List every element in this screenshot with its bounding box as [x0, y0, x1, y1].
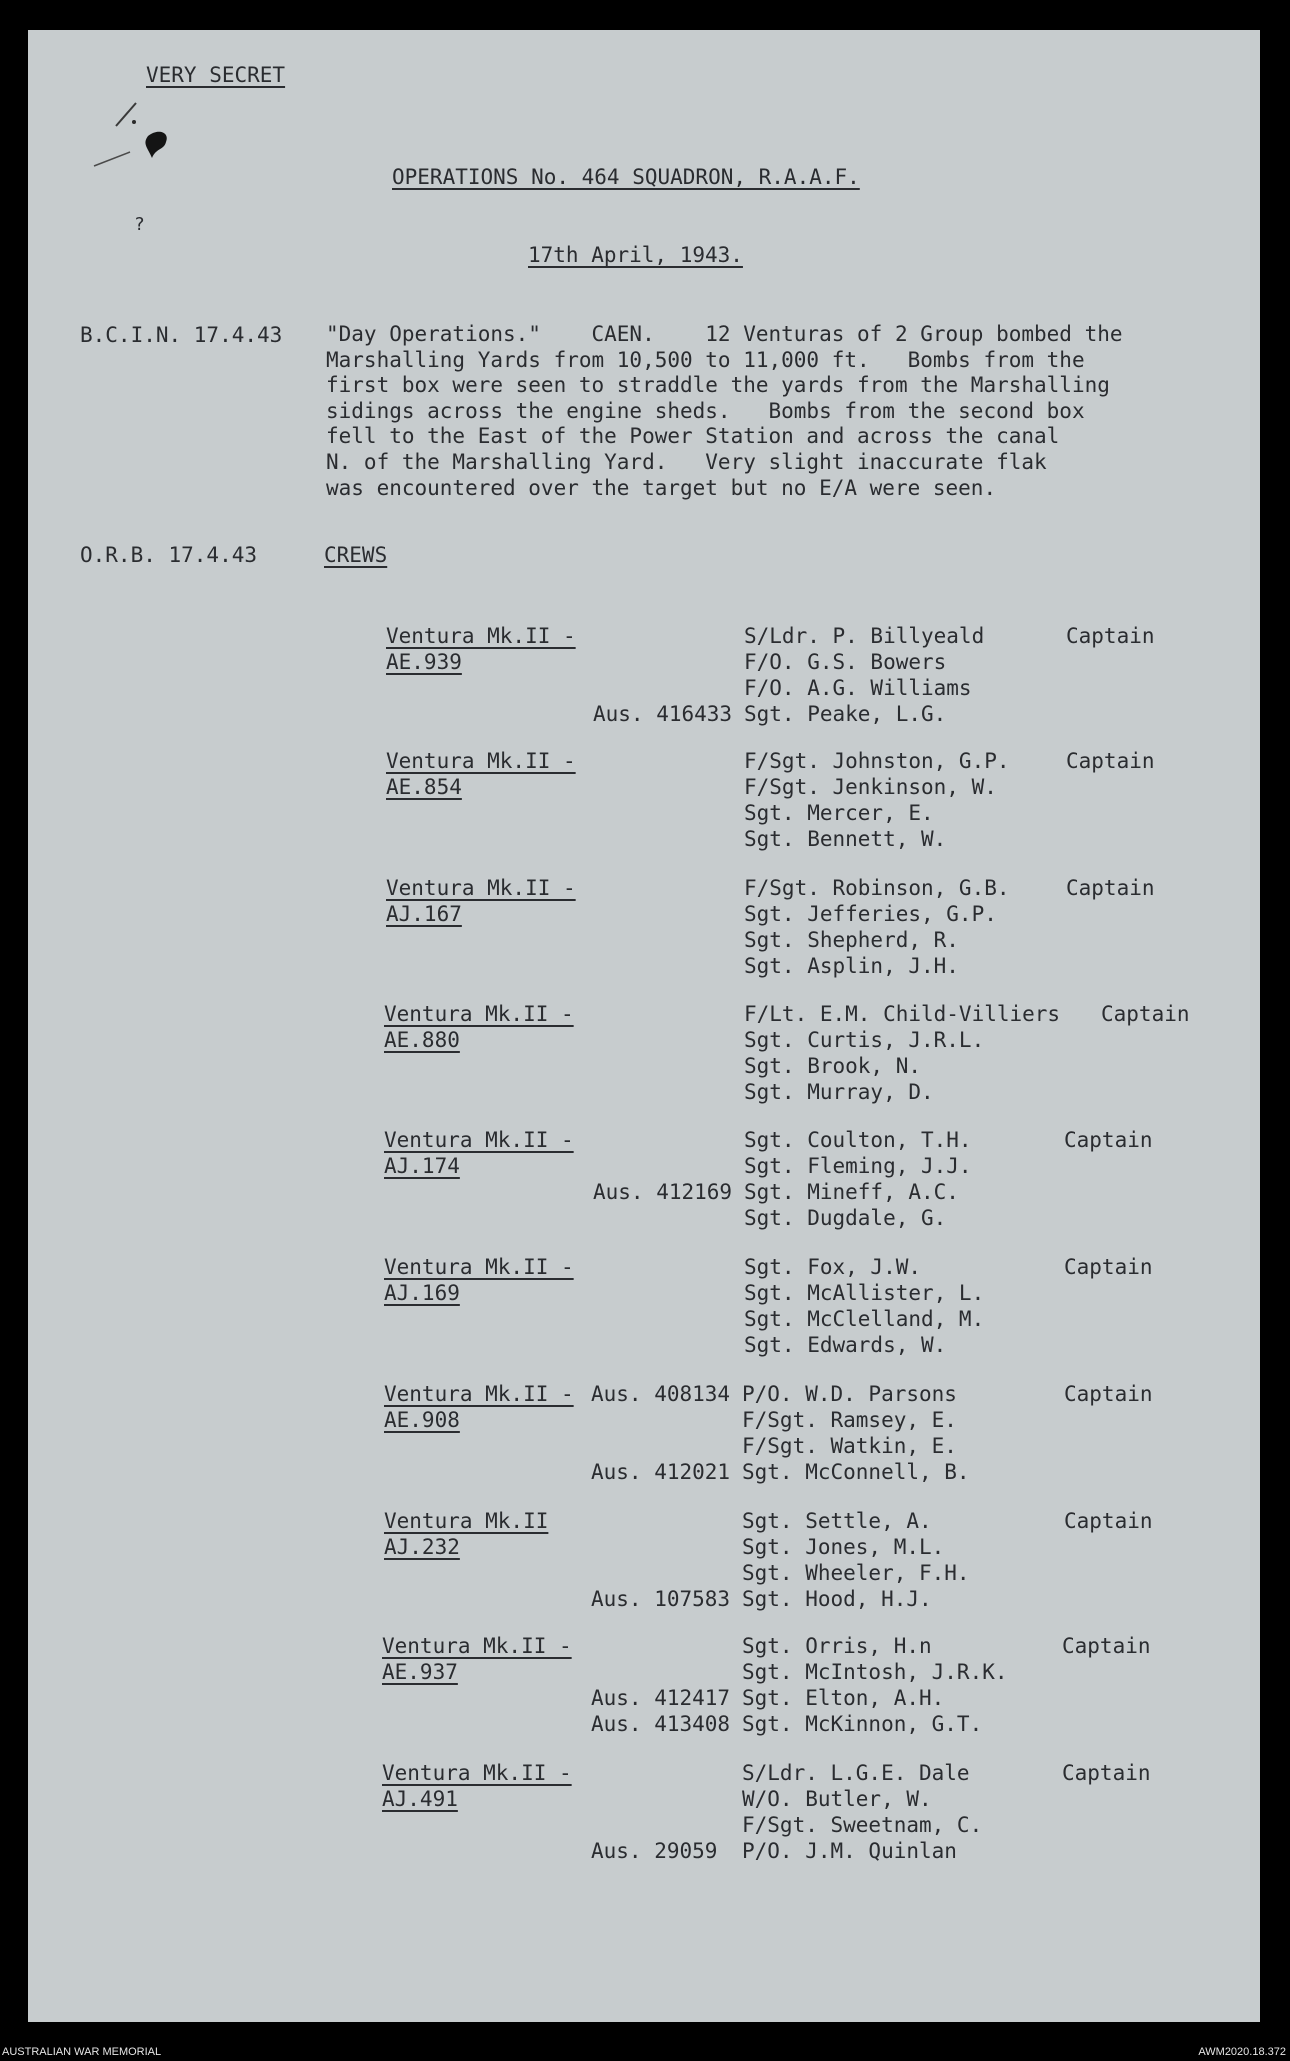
crew-role: Captain	[1062, 1634, 1151, 1658]
crew-name: Sgt. Brook, N.	[744, 1054, 922, 1078]
crew-role: Captain	[1066, 624, 1155, 648]
crew-name: Sgt. Jones, M.L.	[742, 1535, 945, 1559]
aircraft-serial: AJ.232	[384, 1535, 460, 1559]
page-title: OPERATIONS No. 464 SQUADRON, R.A.A.F.	[392, 165, 860, 189]
crew-name: Sgt. McKinnon, G.T.	[742, 1712, 983, 1736]
aircraft-type: Ventura Mk.II -	[386, 876, 576, 900]
aircraft-serial: AE.854	[386, 775, 462, 799]
aircraft-serial: AE.908	[384, 1408, 460, 1432]
aircraft-serial: AJ.491	[382, 1787, 458, 1811]
crew-role: Captain	[1064, 1255, 1153, 1279]
crew-name: Sgt. McConnell, B.	[742, 1460, 970, 1484]
crew-name: F/O. A.G. Williams	[744, 676, 972, 700]
service-number: Aus. 408134	[591, 1382, 731, 1406]
service-number: Aus. 412417	[591, 1686, 731, 1710]
crew-name: Sgt. Murray, D.	[744, 1080, 934, 1104]
summary-reference: B.C.I.N. 17.4.43	[80, 323, 283, 347]
aircraft-serial: AJ.169	[384, 1281, 460, 1305]
service-number: Aus. 413408	[591, 1712, 731, 1736]
service-number: Aus. 412021	[591, 1460, 731, 1484]
crew-name: F/Sgt. Jenkinson, W.	[744, 775, 997, 799]
report-date: 17th April, 1943.	[528, 243, 743, 267]
crew-name: S/Ldr. L.G.E. Dale	[742, 1761, 970, 1785]
aircraft-type: Ventura Mk.II -	[384, 1128, 574, 1152]
crew-name: Sgt. Mercer, E.	[744, 801, 934, 825]
crew-name: F/Lt. E.M. Child-Villiers	[744, 1002, 1061, 1026]
crew-name: Sgt. Peake, L.G.	[744, 702, 947, 726]
crew-name: Sgt. Hood, H.J.	[742, 1587, 932, 1611]
crew-role: Captain	[1064, 1128, 1153, 1152]
aircraft-serial: AE.939	[386, 650, 462, 674]
stray-mark: ?	[134, 214, 145, 235]
crew-name: Sgt. Orris, H.n	[742, 1634, 932, 1658]
crew-name: Sgt. Edwards, W.	[744, 1333, 947, 1357]
aircraft-serial: AE.880	[384, 1028, 460, 1052]
crew-name: S/Ldr. P. Billyeald	[744, 624, 985, 648]
crew-name: P/O. J.M. Quinlan	[742, 1839, 957, 1863]
aircraft-type: Ventura Mk.II -	[382, 1634, 572, 1658]
crew-name: Sgt. Bennett, W.	[744, 827, 947, 851]
crew-name: W/O. Butler, W.	[742, 1787, 932, 1811]
footer-accession-number: AWM2020.18.372	[1198, 2046, 1286, 2058]
crew-role: Captain	[1064, 1382, 1153, 1406]
crew-name: Sgt. Curtis, J.R.L.	[744, 1028, 985, 1052]
aircraft-type: Ventura Mk.II -	[384, 1255, 574, 1279]
summary-line: "Day Operations." CAEN. 12 Venturas of 2 Group bombed the	[326, 322, 1123, 346]
crew-name: Sgt. Settle, A.	[742, 1509, 932, 1533]
crew-name: F/Sgt. Robinson, G.B.	[744, 876, 1010, 900]
crew-name: Sgt. Fox, J.W.	[744, 1255, 922, 1279]
summary-line: was encountered over the target but no E/A were seen.	[326, 475, 997, 500]
crew-name: Sgt. McIntosh, J.R.K.	[742, 1660, 1008, 1684]
service-number: Aus. 29059	[591, 1839, 718, 1863]
crew-role: Captain	[1062, 1761, 1151, 1785]
crew-name: Sgt. Jefferies, G.P.	[744, 902, 997, 926]
crew-name: Sgt. Shepherd, R.	[744, 928, 959, 952]
crew-name: Sgt. Coulton, T.H.	[744, 1128, 972, 1152]
aircraft-type: Ventura Mk.II -	[384, 1002, 574, 1026]
crew-name: F/Sgt. Johnston, G.P.	[744, 749, 1010, 773]
aircraft-serial: AE.937	[382, 1660, 458, 1684]
classification-label: VERY SECRET	[146, 63, 286, 87]
aircraft-type: Ventura Mk.II -	[386, 749, 576, 773]
crew-name: Sgt. McClelland, M.	[744, 1307, 985, 1331]
crew-name: Sgt. Mineff, A.C.	[744, 1180, 959, 1204]
aircraft-serial: AJ.174	[384, 1154, 460, 1178]
crew-name: Sgt. Fleming, J.J.	[744, 1154, 972, 1178]
aircraft-type: Ventura Mk.II -	[382, 1761, 572, 1785]
crew-role: Captain	[1066, 749, 1155, 773]
crew-name: Sgt. Asplin, J.H.	[744, 954, 959, 978]
aircraft-type: Ventura Mk.II	[384, 1509, 549, 1533]
document-page	[28, 30, 1260, 2022]
summary-line: sidings across the engine sheds. Bombs from the second box	[326, 398, 1085, 423]
crews-heading: CREWS	[324, 543, 388, 567]
crew-name: F/O. G.S. Bowers	[744, 650, 947, 674]
ink-blot-mark	[86, 88, 176, 178]
crew-role: Captain	[1064, 1509, 1153, 1533]
crew-name: Sgt. Elton, A.H.	[742, 1686, 945, 1710]
crew-name: Sgt. Dugdale, G.	[744, 1206, 947, 1230]
aircraft-serial: AJ.167	[386, 902, 462, 926]
summary-line: Marshalling Yards from 10,500 to 11,000 ft. Bombs from the	[326, 347, 1085, 372]
summary-line: N. of the Marshalling Yard. Very slight inaccurate flak	[326, 450, 1047, 474]
crews-reference: O.R.B. 17.4.43	[80, 543, 258, 567]
crew-name: F/Sgt. Watkin, E.	[742, 1434, 957, 1458]
crew-role: Captain	[1101, 1002, 1190, 1026]
crew-name: F/Sgt. Ramsey, E.	[742, 1408, 957, 1432]
summary-line: first box were seen to straddle the yards from the Marshalling	[326, 373, 1110, 398]
crew-name: Sgt. McAllister, L.	[744, 1281, 985, 1305]
aircraft-type: Ventura Mk.II -	[386, 624, 576, 648]
crew-role: Captain	[1066, 876, 1155, 900]
crew-name: Sgt. Wheeler, F.H.	[742, 1561, 970, 1585]
service-number: Aus. 412169	[593, 1180, 733, 1204]
summary-line: fell to the East of the Power Station and across the canal	[326, 424, 1060, 449]
service-number: Aus. 416433	[593, 702, 733, 726]
service-number: Aus. 107583	[591, 1587, 731, 1611]
footer-credit: AUSTRALIAN WAR MEMORIAL	[2, 2046, 162, 2058]
crew-name: F/Sgt. Sweetnam, C.	[742, 1813, 983, 1837]
aircraft-type: Ventura Mk.II -	[384, 1382, 574, 1406]
crew-name: P/O. W.D. Parsons	[742, 1382, 957, 1406]
